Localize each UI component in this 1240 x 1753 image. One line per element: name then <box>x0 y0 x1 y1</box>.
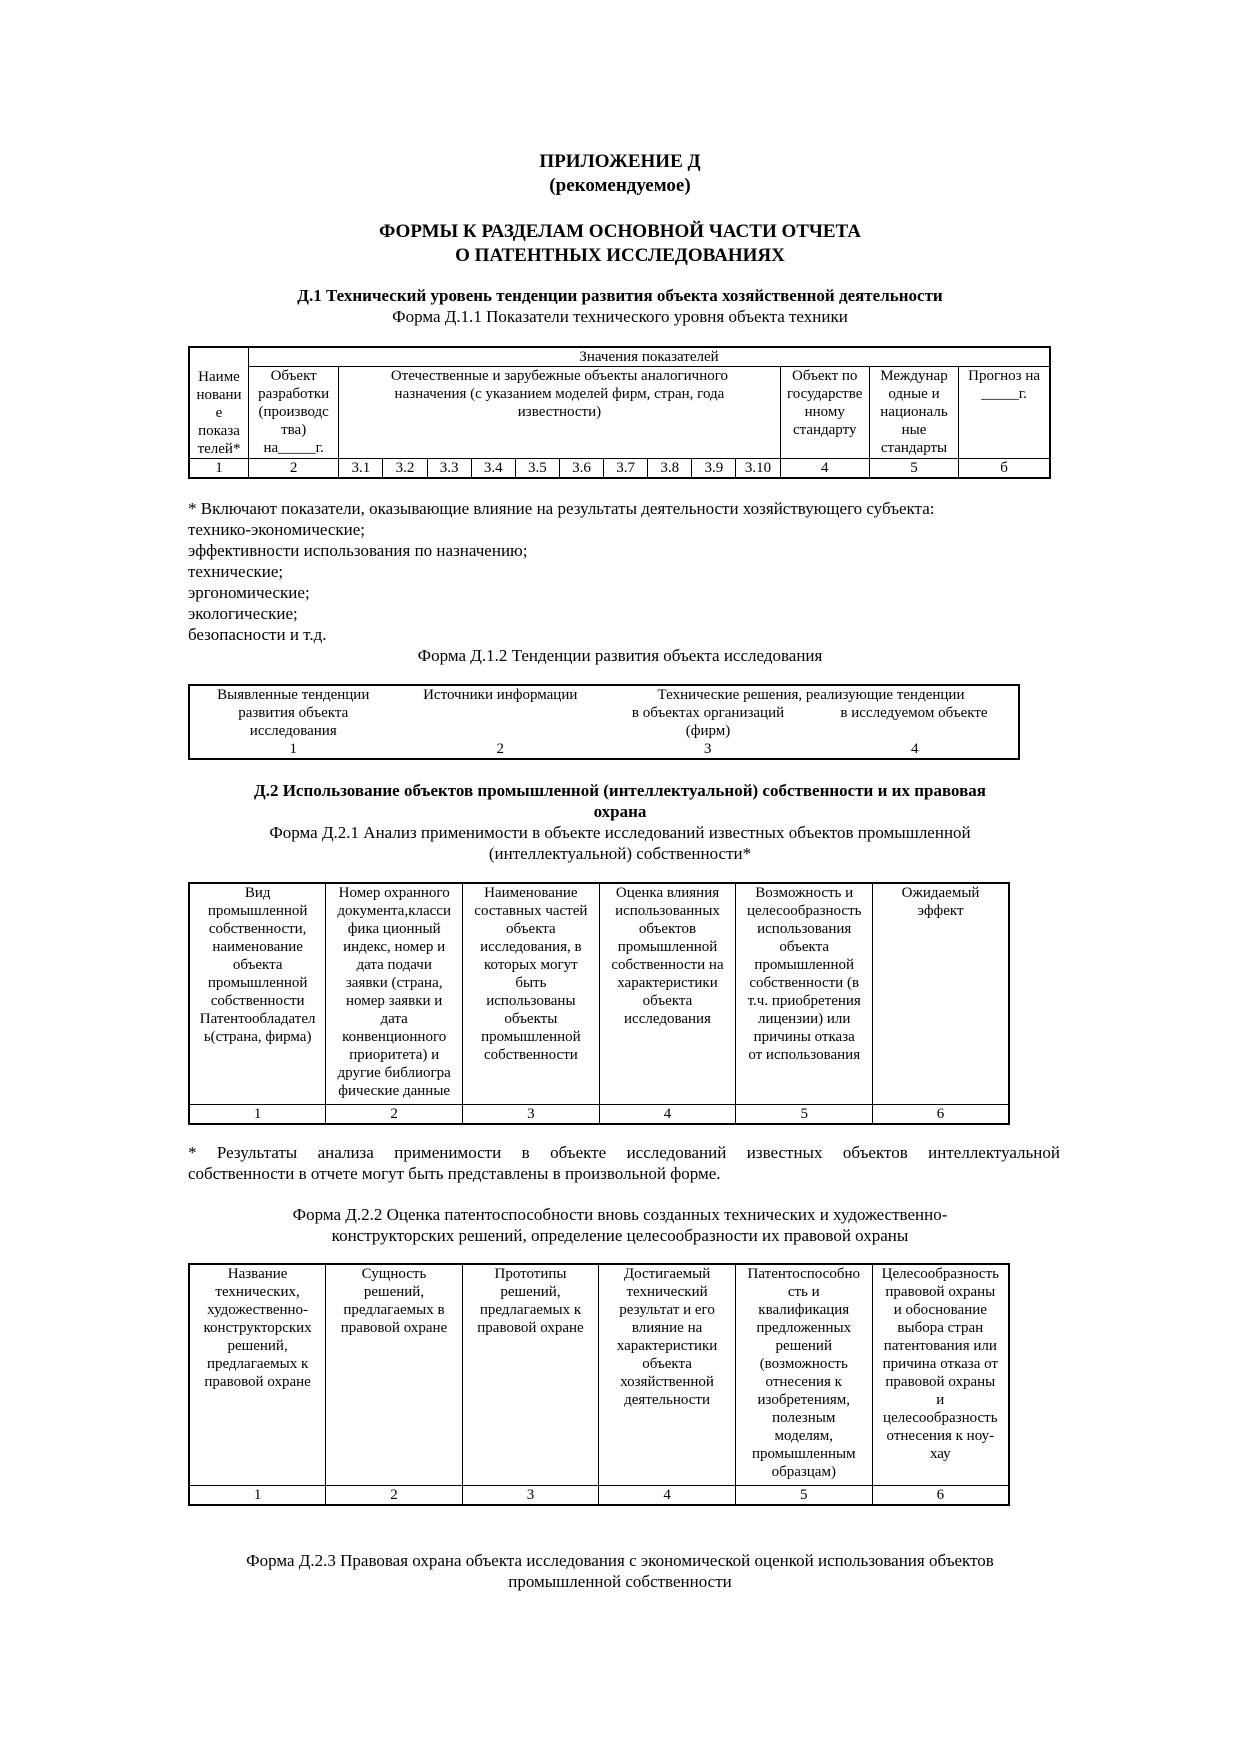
cell-line: объектов <box>638 921 697 937</box>
col-technical-result <box>599 1264 736 1485</box>
applicability-footnote-line1: * Результаты анализа применимости в объекте исследований известных объектов интеллектуальной <box>188 1143 1060 1162</box>
col-analog-objects: Отечественные и зарубежные объекты аналогичного назначения (с указанием моделей фирм, стран, года известности) <box>339 367 780 459</box>
col-number: 2 <box>326 1104 463 1124</box>
cell-line: Патентоспособно <box>747 1266 860 1282</box>
cell-line: решений, <box>363 1284 425 1300</box>
col-trends-line: развития объекта <box>238 705 349 721</box>
form-d23-caption-line1: Форма Д.2.3 Правовая охрана объекта исследования с экономической оценкой использования объектов <box>246 1551 994 1570</box>
cell-line: Наименование <box>484 885 578 901</box>
col-expected-effect <box>873 883 1009 1104</box>
cell-line: отнесения к <box>765 1374 842 1390</box>
cell-line: номер заявки и <box>346 993 443 1009</box>
table-row-numbers <box>189 740 1019 759</box>
col-number: 5 <box>735 1485 872 1505</box>
document-title-line1: ФОРМЫ К РАЗДЕЛАМ ОСНОВНОЙ ЧАСТИ ОТЧЕТА <box>379 221 861 242</box>
col-indicator-name <box>189 347 249 459</box>
cell-line: художественно- <box>207 1302 309 1318</box>
cell-line: хозяйственной <box>620 1374 714 1390</box>
col-number: 4 <box>780 459 869 479</box>
appendix-status: (рекомендуемое) <box>549 175 691 196</box>
cell-line: индекс, номер и <box>343 939 446 955</box>
cell-line: правовой охране <box>340 1320 448 1336</box>
col-number: 3.9 <box>692 459 736 479</box>
cell-line: хау <box>929 1446 951 1462</box>
cell-line: и обоснование <box>893 1302 987 1318</box>
col-technical-solutions <box>604 685 1019 740</box>
cell-line: (возможность <box>759 1356 848 1372</box>
cell-line: решений <box>775 1338 832 1354</box>
cell-line: промышленной <box>481 1029 581 1045</box>
col-number: 3.3 <box>427 459 471 479</box>
cell-line: характеристики <box>617 975 718 991</box>
cell-line: технический <box>626 1284 708 1300</box>
col-protection-document <box>326 883 463 1104</box>
col-state-line: стандарту <box>792 422 857 439</box>
cell-line: изобретениям, <box>757 1392 851 1408</box>
cell-line: выбора стран <box>897 1320 984 1336</box>
cell-line: фические данные <box>338 1083 451 1099</box>
cell-line: отнесения к ноу- <box>886 1428 995 1444</box>
col-solutions-subheaders <box>605 704 1017 740</box>
cell-line: промышленной <box>754 957 854 973</box>
col-solutions-orgs <box>605 704 811 740</box>
col-number: 3.10 <box>736 459 780 479</box>
cell-line: полезным <box>772 1410 836 1426</box>
col-object-line: тва) <box>281 422 307 439</box>
col-object-line: на_____г. <box>263 440 324 457</box>
group-header-indicator-values: Значения показателей <box>249 347 1050 367</box>
form-d21-caption-line2: (интеллектуальной) собственности* <box>488 844 752 863</box>
footnote-line: технико-экономические; <box>188 520 366 539</box>
col-number: 6 <box>872 1485 1009 1505</box>
col-state-line: Объект по <box>791 368 858 385</box>
form-d22-caption-line1: Форма Д.2.2 Оценка патентоспособности вновь созданных технических и художественно- <box>292 1205 948 1224</box>
col-orgs-line: в объектах организаций <box>631 705 785 721</box>
cell-line: Достигаемый <box>623 1266 711 1282</box>
cell-line: целесообразность <box>746 903 862 919</box>
cell-line: ь(страна, фирма) <box>203 1029 312 1045</box>
col-number: 3.4 <box>471 459 515 479</box>
col-name-line: показа <box>198 423 240 439</box>
form-d21-caption-line1: Форма Д.2.1 Анализ применимости в объекте исследований известных объектов промышленной <box>269 823 971 842</box>
cell-line: характеристики <box>616 1338 718 1354</box>
col-number: 5 <box>869 459 958 479</box>
cell-line: промышленной <box>207 903 308 919</box>
cell-line: собственности, <box>208 921 307 937</box>
col-name-line: новани <box>196 387 242 403</box>
cell-line: использования <box>757 921 852 937</box>
footnote-line: технические; <box>188 562 284 581</box>
col-identified-trends <box>189 685 397 740</box>
table-row-numbers <box>189 1485 1009 1505</box>
col-solution-essence <box>326 1264 463 1485</box>
col-number: 3.7 <box>604 459 648 479</box>
col-name-line: Наиме <box>198 369 240 385</box>
col-patentability <box>735 1264 872 1485</box>
cell-line: предложенных <box>756 1320 852 1336</box>
footnote-line: эргономические; <box>188 583 310 602</box>
col-international-standards <box>869 367 958 459</box>
col-number: 4 <box>599 1104 736 1124</box>
cell-line: исследования <box>624 1011 711 1027</box>
cell-line: лицензии) или <box>757 1011 851 1027</box>
cell-line: технических, <box>215 1284 300 1300</box>
cell-line: промышленной <box>617 939 718 955</box>
cell-line: использованных <box>615 903 720 919</box>
cell-line: Номер охранного <box>338 885 450 901</box>
cell-line: Возможность и <box>755 885 854 901</box>
col-intl-line: ные <box>901 422 927 439</box>
table-patentability-assessment <box>188 1263 1010 1506</box>
cell-line: объекта <box>642 1356 692 1372</box>
cell-line: составных частей <box>474 903 588 919</box>
section2-heading-line2: охрана <box>593 802 647 821</box>
col-number: 2 <box>326 1485 463 1505</box>
cell-line: правовой охраны <box>885 1284 996 1300</box>
indicators-footnote <box>188 498 1068 645</box>
cell-line: дата подачи <box>356 957 432 973</box>
cell-line: документа,класси <box>337 903 451 919</box>
col-number: 4 <box>599 1485 736 1505</box>
cell-line: правовой охраны <box>885 1374 996 1390</box>
cell-line: собственности (в <box>749 975 860 991</box>
col-trends-line: Выявленные тенденции <box>217 687 370 703</box>
col-orgs-line: (фирм) <box>685 723 731 739</box>
cell-line: деятельности <box>624 1392 710 1408</box>
col-number: 1 <box>189 1485 326 1505</box>
applicability-footnote-line2: собственности в отчете могут быть представлены в произвольной форме. <box>188 1164 721 1183</box>
cell-line: объекта <box>642 993 693 1009</box>
col-number: 4 <box>910 741 919 757</box>
cell-line: причины отказа <box>753 1029 855 1045</box>
col-number: 3.1 <box>339 459 383 479</box>
col-number: 1 <box>289 741 297 757</box>
cell-line: предлагаемых к <box>206 1356 309 1372</box>
cell-line: результат и его <box>619 1302 715 1318</box>
table-row-numbers <box>189 1104 1009 1124</box>
cell-line: промышленным <box>751 1446 856 1462</box>
col-state-standard <box>780 367 869 459</box>
cell-line: объекта <box>506 921 556 937</box>
col-object-line: (производс <box>258 404 329 421</box>
col-trends-line: исследования <box>249 723 337 739</box>
cell-line: дата <box>380 1011 408 1027</box>
cell-line: влияние на <box>631 1320 703 1336</box>
col-number: 2 <box>496 741 504 757</box>
footnote-line: безопасности и т.д. <box>188 625 327 644</box>
cell-line: Патентообладател <box>199 1011 316 1027</box>
col-object-line: разработки <box>258 386 330 403</box>
cell-line: наименование <box>212 939 303 955</box>
cell-line: эффект <box>917 903 964 919</box>
cell-line: решений, <box>227 1338 288 1354</box>
col-name-line: телей* <box>197 441 241 457</box>
col-number: б <box>959 459 1050 479</box>
col-intl-line: одные и <box>888 386 940 403</box>
cell-line: причина отказа от <box>882 1356 998 1372</box>
cell-line: и <box>936 1392 945 1408</box>
cell-line: целесообразность <box>883 1410 998 1426</box>
cell-line: исследования, в <box>480 939 582 955</box>
col-number: 6 <box>873 1104 1009 1124</box>
col-info-sources: Источники информации <box>423 687 578 703</box>
cell-line: фика ционный <box>347 921 441 937</box>
table-development-trends <box>188 684 1020 760</box>
col-forecast-line: Прогноз на <box>968 368 1040 385</box>
col-number: 1 <box>189 459 249 479</box>
col-intl-line: Междунар <box>880 368 948 385</box>
cell-line: собственности <box>483 1047 578 1063</box>
col-number: 3.2 <box>383 459 427 479</box>
col-number: 3 <box>703 741 712 757</box>
col-number: 3 <box>462 1485 599 1505</box>
col-intl-line: националь <box>880 404 948 421</box>
col-usage-feasibility <box>736 883 873 1104</box>
cell-line: правовой охране <box>477 1320 584 1336</box>
col-protection-feasibility <box>872 1264 1009 1485</box>
cell-line: Название <box>227 1266 288 1282</box>
cell-line: использованы <box>486 993 576 1009</box>
col-solution-names <box>189 1264 326 1485</box>
col-intl-line: стандарты <box>880 440 948 457</box>
cell-line: моделям, <box>774 1428 833 1444</box>
cell-line: другие библиогра <box>337 1065 451 1081</box>
table-applicability-analysis <box>188 882 1010 1125</box>
cell-line: предлагаемых к <box>479 1302 582 1318</box>
footnote-line: * Включают показатели, оказывающие влияние на результаты деятельности хозяйствующего субъекта: <box>188 499 935 518</box>
appendix-title: ПРИЛОЖЕНИЕ Д <box>539 151 701 172</box>
col-state-line: нному <box>804 404 845 421</box>
cell-line: конструкторских <box>203 1320 312 1336</box>
col-forecast-line: _____г. <box>981 386 1027 403</box>
cell-line: собственности <box>210 993 305 1009</box>
col-number: 3.8 <box>648 459 692 479</box>
cell-line: которых могут <box>484 957 578 973</box>
table-technical-level <box>188 346 1051 479</box>
cell-line: квалификация <box>758 1302 850 1318</box>
cell-line: сть и <box>787 1284 820 1300</box>
cell-line: решений, <box>500 1284 561 1300</box>
cell-line: заявки (страна, <box>345 975 443 991</box>
cell-line: промышленной <box>207 975 308 991</box>
form-d22-caption-line2: конструкторских решений, определение целесообразности их правовой охраны <box>331 1226 909 1245</box>
cell-line: образцам) <box>771 1464 836 1480</box>
form-d23-caption-line2: промышленной собственности <box>508 1572 732 1591</box>
col-prototypes <box>462 1264 599 1485</box>
form-d11-caption: Форма Д.1.1 Показатели технического уровня объекта техники <box>392 307 848 326</box>
table-row-numbers <box>189 459 1050 479</box>
col-number: 3.6 <box>559 459 603 479</box>
col-name-line: е <box>215 405 223 421</box>
section2-heading-line1: Д.2 Использование объектов промышленной (интеллектуальной) собственности и их правовая <box>254 781 986 800</box>
cell-line: быть <box>515 975 547 991</box>
form-d12-caption: Форма Д.1.2 Тенденции развития объекта исследования <box>417 646 823 665</box>
cell-line: Сущность <box>361 1266 427 1282</box>
col-component-parts <box>463 883 600 1104</box>
footnote-line: экологические; <box>188 604 298 623</box>
col-solutions-header: Технические решения, реализующие тенденции <box>657 687 965 703</box>
cell-line: конвенционного <box>342 1029 447 1045</box>
cell-line: объекты <box>504 1011 558 1027</box>
col-impact-assessment <box>599 883 736 1104</box>
col-forecast <box>959 367 1050 459</box>
footnote-line: эффективности использования по назначению; <box>188 541 528 560</box>
col-number: 1 <box>189 1104 326 1124</box>
col-number: 5 <box>736 1104 873 1124</box>
col-number: 2 <box>249 459 339 479</box>
cell-line: Целесообразность <box>881 1266 999 1282</box>
col-object-line: Объект <box>270 368 317 385</box>
cell-line: Оценка влияния <box>615 885 720 901</box>
cell-line: патентования или <box>883 1338 997 1354</box>
cell-line: Ожидаемый <box>901 885 980 901</box>
cell-line: от использования <box>748 1047 861 1063</box>
cell-line: собственности на <box>611 957 724 973</box>
cell-line: объекта <box>779 939 830 955</box>
cell-line: Вид <box>244 885 271 901</box>
cell-line: Прототипы <box>494 1266 567 1282</box>
section1-heading: Д.1 Технический уровень тенденции развития объекта хозяйственной деятельности <box>297 286 943 305</box>
col-state-line: государстве <box>787 386 863 403</box>
col-number: 3.5 <box>515 459 559 479</box>
col-property-type <box>189 883 326 1104</box>
cell-line: объекта <box>232 957 283 973</box>
cell-line: правовой охране <box>204 1374 311 1390</box>
cell-line: предлагаемых в <box>343 1302 445 1318</box>
document-title-line2: О ПАТЕНТНЫХ ИССЛЕДОВАНИЯХ <box>455 245 785 266</box>
cell-line: т.ч. приобретения <box>747 993 861 1009</box>
col-solutions-studied-object: в исследуемом объекте <box>840 705 988 721</box>
cell-line: приоритета) и <box>349 1047 440 1063</box>
col-development-object <box>249 367 339 459</box>
col-number: 3 <box>463 1104 600 1124</box>
